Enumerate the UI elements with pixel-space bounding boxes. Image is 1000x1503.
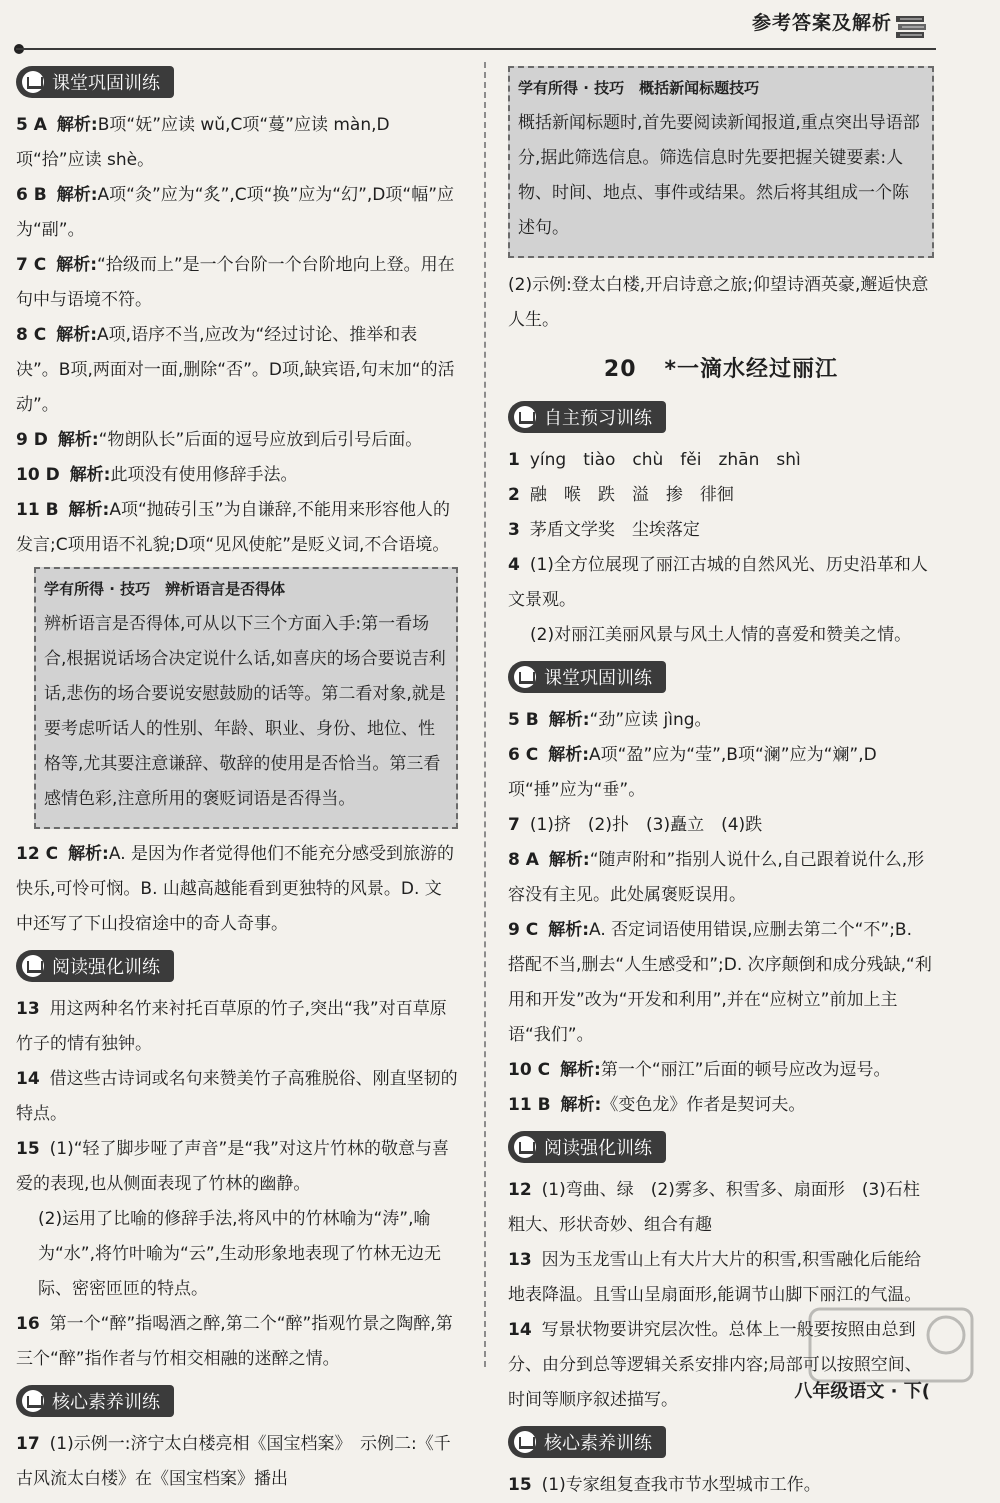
item-text: 第一个“醉”指喝酒之醉,第二个“醉”指观竹景之陶醉,第三个“醉”指作者与竹相交相融的迷醉之情。	[16, 1314, 453, 1369]
item-label: 解析:	[548, 850, 590, 870]
item-label: 解析:	[560, 1060, 601, 1080]
item-label: 解析:	[57, 430, 99, 450]
item-text: A项“抛砖引玉”为自谦辞,不能用来形容他人的发言;C项用语不礼貌;D项“见风使舵”是贬义词,不合语境。	[16, 500, 451, 555]
books-icon	[894, 12, 928, 44]
item-text: 茅盾文学奖 尘埃落定	[529, 520, 700, 540]
tip-box	[508, 66, 934, 258]
answer-item	[508, 513, 934, 548]
item-text: 融 喉 跌 溢 掺 徘徊	[529, 485, 734, 505]
item-text: 写景状物要讲究层次性。总体上一般要按照由总到分、由分到总等逻辑关系安排内容;局部可以按照空间、时间等顺序叙述描写。	[508, 1320, 922, 1410]
section-heading	[16, 950, 174, 982]
section-heading	[508, 661, 666, 693]
item-number: 9 C	[508, 920, 539, 940]
crown-icon	[514, 1431, 536, 1453]
item-text: (1)“轻了脚步哑了声音”是“我”对这片竹林的敬意与喜爱的表现,也从侧面表现了竹林的幽静。	[16, 1139, 449, 1194]
item-text: B项“妩”应读 wǔ,C项“蔓”应读 màn,D项“拾”应读 shè。	[16, 115, 390, 170]
answer-item	[508, 1468, 934, 1503]
item-number: 9 D	[16, 430, 48, 450]
answer-item	[16, 1132, 458, 1202]
item-text: A项“灸”应为“炙”,C项“换”应为“幻”,D项“幅”应为“副”。	[16, 185, 454, 240]
watermark-logo	[806, 1305, 976, 1385]
section-title: 自主预习训练	[544, 408, 652, 429]
answer-item	[16, 248, 458, 318]
item-label: 解析:	[69, 465, 111, 485]
answer-item	[508, 1088, 934, 1123]
item-label: 解析:	[56, 255, 98, 275]
item-text: “拾级而上”是一个台阶一个台阶地向上登。用在句中与语境不符。	[16, 255, 455, 310]
item-number: 7 C	[16, 255, 47, 275]
item-number: 12 C	[16, 844, 59, 864]
item-label: 解析:	[56, 325, 98, 345]
item-text: “物朗队长”后面的逗号应放到后引号后面。	[98, 430, 423, 450]
section-title: 阅读强化训练	[544, 1138, 652, 1159]
item-label: 解析:	[548, 710, 590, 730]
answer-item	[508, 618, 934, 653]
lesson-name: *一滴水经过丽江	[664, 357, 839, 382]
item-text: (1)弯曲、绿 (2)雾多、积雪多、扇面形 (3)石柱粗大、形状奇妙、组合有趣	[508, 1180, 920, 1235]
item-number: 2	[508, 485, 520, 505]
answer-item	[16, 318, 458, 423]
answer-item	[16, 108, 458, 178]
item-text: “劲”应读 jìng。	[589, 710, 712, 730]
item-text: (1)挤 (2)扑 (3)矗立 (4)跌	[529, 815, 763, 835]
left-column	[16, 62, 458, 1497]
crown-icon	[22, 955, 44, 977]
item-number: 14	[508, 1320, 532, 1340]
column-divider	[484, 62, 486, 1367]
item-text: 用这两种名竹来衬托百草原的竹子,突出“我”对百草原竹子的情有独钟。	[16, 999, 447, 1054]
item-number: 6 C	[508, 745, 539, 765]
answer-item	[508, 738, 934, 808]
right-column	[508, 62, 934, 1503]
item-number: 5 B	[508, 710, 539, 730]
answer-item	[508, 703, 934, 738]
item-text: A. 是因为作者觉得他们不能充分感受到旅游的快乐,可怜可悯。B. 山越高越能看到更独特的风景。D. 文中还写了下山投宿途中的奇人奇事。	[16, 844, 455, 934]
answer-item	[508, 913, 934, 1053]
item-text: A项,语序不当,应改为“经过讨论、推举和表决”。B项,两面对一面,删除“否”。D项,缺宾语,句末加“的活动”。	[16, 325, 455, 415]
item-text: (1)专家组复查我市节水型城市工作。	[541, 1475, 821, 1495]
answer-item	[16, 1062, 458, 1132]
answer-item	[508, 808, 934, 843]
item-text: “随声附和”指别人说什么,自己跟着说什么,形容没有主见。此处属褒贬误用。	[508, 850, 925, 905]
item-text: (2)对丽江美丽风景与风土人情的喜爱和赞美之情。	[530, 625, 912, 645]
item-text: A. 否定词语使用错误,应删去第二个“不”;B. 搭配不当,删去“人生感受和”;D. 次序颠倒和成分残缺,“利用和开发”改为“开发和利用”,并在“应树立”前加上主语“我们”。	[508, 920, 932, 1045]
answer-item	[508, 548, 934, 618]
page-footer: 八年级语文 · 下(	[794, 1381, 930, 1402]
crown-icon	[514, 406, 536, 428]
answer-item	[508, 443, 934, 478]
section-title: 核心素养训练	[544, 1433, 652, 1454]
answer-item	[508, 843, 934, 913]
answer-item	[508, 268, 934, 338]
item-number: 7	[508, 815, 520, 835]
tip-box	[34, 567, 458, 829]
item-number: 17	[16, 1434, 40, 1454]
answer-item	[16, 1307, 458, 1377]
item-number: 11 B	[16, 500, 59, 520]
item-text: (1)全方位展现了丽江古城的自然风光、历史沿革和人文景观。	[508, 555, 928, 610]
item-text: 借这些古诗词或名句来赞美竹子高雅脱俗、刚直坚韧的特点。	[16, 1069, 458, 1124]
item-number: 10 C	[508, 1060, 551, 1080]
item-label: 解析:	[560, 1095, 602, 1115]
section-title: 核心素养训练	[52, 1392, 160, 1413]
answer-item	[16, 423, 458, 458]
answer-item	[508, 1243, 934, 1313]
item-label: 解析:	[68, 500, 110, 520]
item-number: 10 D	[16, 465, 60, 485]
item-text: (1)示例一:济宁太白楼亮相《国宝档案》 示例二:《千古风流太白楼》在《国宝档案》播出	[16, 1434, 451, 1489]
answer-item	[16, 493, 458, 563]
answer-item	[508, 1053, 934, 1088]
header-rule	[16, 48, 936, 50]
page-header-title: 参考答案及解析	[751, 12, 892, 34]
item-number: 1	[508, 450, 520, 470]
item-number: 8 A	[508, 850, 539, 870]
item-number: 6 B	[16, 185, 47, 205]
item-number: 11 B	[508, 1095, 551, 1115]
section-heading	[508, 1131, 666, 1163]
item-number: 13	[16, 999, 40, 1019]
item-number: 14	[16, 1069, 40, 1089]
section-title: 课堂巩固训练	[52, 73, 160, 94]
item-label: 解析:	[68, 844, 109, 864]
answer-item	[16, 458, 458, 493]
crown-icon	[22, 71, 44, 93]
section-title: 课堂巩固训练	[544, 668, 652, 689]
item-label: 解析:	[548, 920, 590, 940]
item-label: 解析:	[56, 185, 98, 205]
section-heading	[508, 401, 666, 433]
item-number: 3	[508, 520, 520, 540]
item-text: 因为玉龙雪山上有大片大片的积雪,积雪融化后能给地表降温。且雪山呈扇面形,能调节山脚下丽江的气温。	[508, 1250, 922, 1305]
answer-item	[508, 1173, 934, 1243]
item-number: 12	[508, 1180, 532, 1200]
section-heading	[16, 1385, 174, 1417]
item-number: 4	[508, 555, 520, 575]
item-text: A项“盈”应为“莹”,B项“澜”应为“斓”,D项“捶”应为“垂”。	[508, 745, 877, 800]
tip-title: 学有所得 · 技巧 概括新闻标题技巧	[518, 79, 760, 97]
item-number: 13	[508, 1250, 532, 1270]
item-number: 8 C	[16, 325, 47, 345]
item-number: 15	[16, 1139, 40, 1159]
lesson-title	[508, 352, 934, 383]
section-heading	[16, 66, 174, 98]
item-number: 16	[16, 1314, 40, 1334]
item-label: 解析:	[548, 745, 590, 765]
item-text: (2)示例:登太白楼,开启诗意之旅;仰望诗酒英豪,邂逅快意人生。	[508, 275, 929, 330]
lesson-number: 20	[603, 357, 637, 382]
tip-body: 辨析语言是否得体,可从以下三个方面入手:第一看场合,根据说话场合决定说什么话,如喜庆的场合要说吉利话,悲伤的场合要说安慰鼓励的话等。第二看对象,就是要考虑听话人的性别、年龄、职业、身份、地位、性格等,尤其要注意谦辞、敬辞的使用是否恰当。第三看感情色彩,注意所用的褒贬词语是否得当。	[44, 614, 446, 809]
item-label: 解析:	[56, 115, 98, 135]
item-text: (2)运用了比喻的修辞手法,将风中的竹林喻为“涛”,喻为“水”,将竹叶喻为“云”,生动形象地表现了竹林无边无际、密密匝匝的特点。	[38, 1209, 442, 1299]
answer-item	[16, 178, 458, 248]
item-number: 5 A	[16, 115, 47, 135]
section-heading	[508, 1426, 666, 1458]
answer-item	[16, 1202, 458, 1307]
answer-item	[16, 837, 458, 942]
tip-body: 概括新闻标题时,首先要阅读新闻报道,重点突出导语部分,据此筛选信息。筛选信息时先要把握关键要素:人物、时间、地点、事件或结果。然后将其组成一个陈述句。	[518, 113, 920, 238]
section-title: 阅读强化训练	[52, 957, 160, 978]
crown-icon	[514, 666, 536, 688]
answer-item	[16, 1427, 458, 1497]
item-text: 此项没有使用修辞手法。	[110, 465, 298, 485]
answer-item	[508, 478, 934, 513]
item-number: 15	[508, 1475, 532, 1495]
item-text: 第一个“丽江”后面的顿号应改为逗号。	[600, 1060, 891, 1080]
item-text: 《变色龙》作者是契诃夫。	[601, 1095, 806, 1115]
tip-title: 学有所得 · 技巧 辨析语言是否得体	[44, 580, 286, 598]
answer-item	[16, 992, 458, 1062]
item-text: yíng tiào chù fěi zhān shì	[529, 450, 801, 470]
crown-icon	[514, 1136, 536, 1158]
